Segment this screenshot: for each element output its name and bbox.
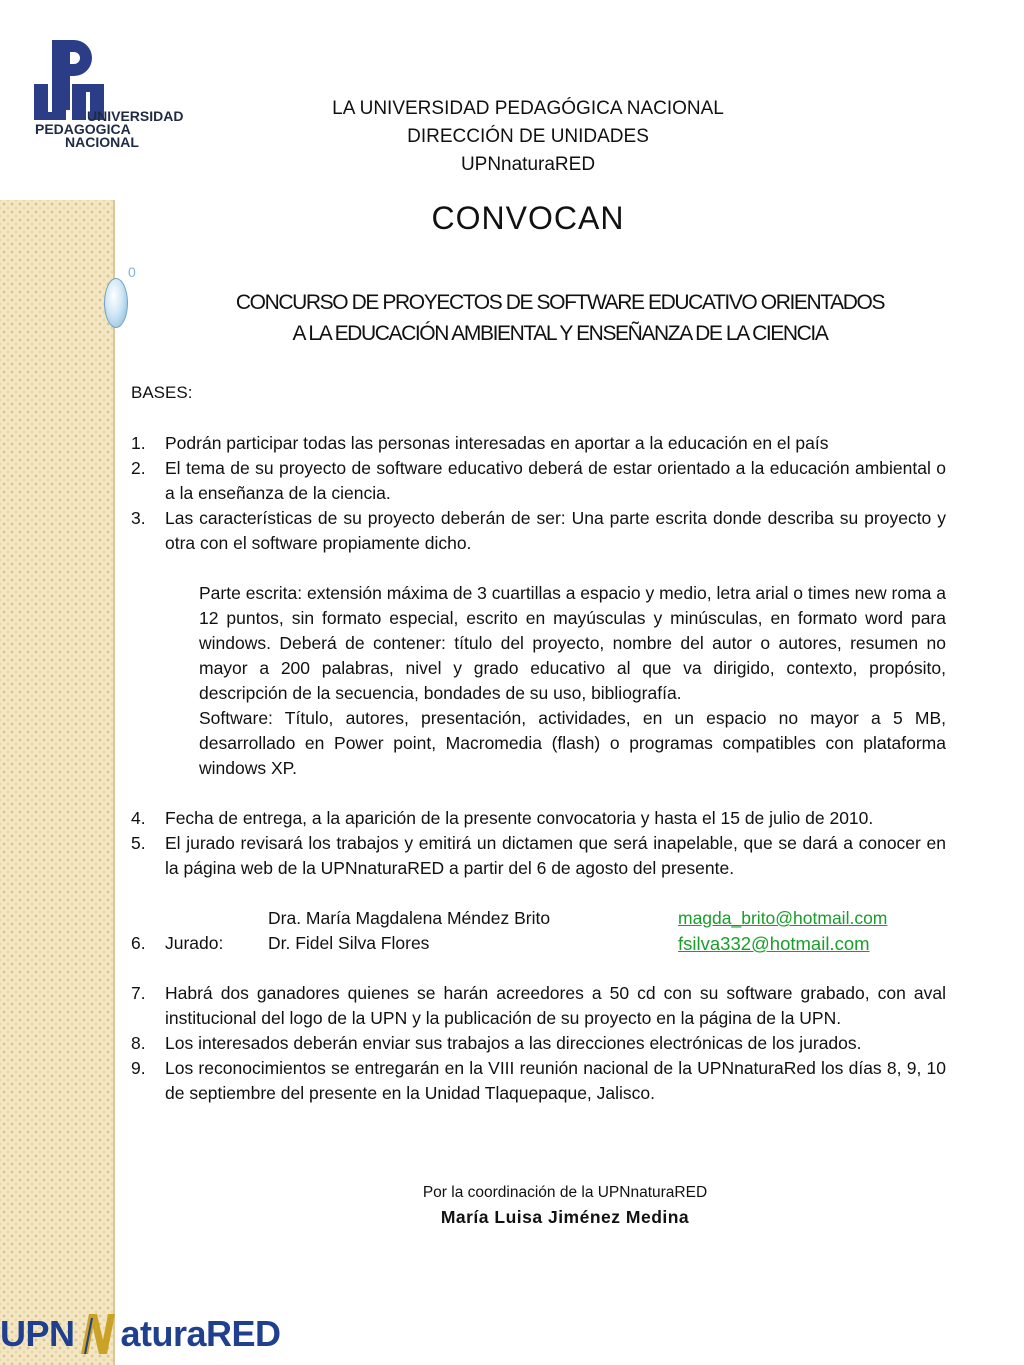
- item-number: 1.: [131, 433, 146, 453]
- item-number: 7.: [131, 983, 146, 1003]
- jury-label: Jurado:: [165, 933, 224, 953]
- item-text: Los reconocimientos se entregarán en la VIII reunión nacional de la UPNnaturaRed los días 8, 9, 10 de septiembre del presente en la Unidad Tlaquepaque, Jalisco.: [165, 1058, 946, 1103]
- institution-header: [230, 95, 826, 179]
- item-number: 4.: [131, 808, 146, 828]
- item-text: Los interesados deberán enviar sus trabajos a las direcciones electrónicas de los jurados.: [165, 1033, 862, 1053]
- logo-line-1: UNIVERSIDAD: [87, 108, 184, 124]
- bases-label: BASES:: [131, 383, 193, 402]
- item-text: El jurado revisará los trabajos y emitirá un dictamen que será inapelable, que se dará a conocer en la página web de la UPNnaturaRED a partir del 6 de agosto del presente.: [165, 833, 946, 878]
- sidebar-divider: [113, 200, 115, 1365]
- item-number: 2.: [131, 458, 146, 478]
- jury-member-name: Dr. Fidel Silva Flores: [268, 933, 430, 953]
- jury-section: [131, 906, 946, 956]
- item-number: 6.: [131, 933, 146, 953]
- software-part-text: Software: Título, autores, presentación, actividades, en un espacio no mayor a 5 MB, desarrollado en Power point, Macromedia (flash) o programas compatibles con plataforma windows XP.: [199, 708, 946, 778]
- list-item: [131, 506, 946, 556]
- jury-row: [131, 906, 946, 931]
- list-item: [131, 431, 946, 456]
- upnnaturared-brand-logo: [0, 1312, 281, 1356]
- logo-line-3: NACIONAL: [65, 134, 139, 150]
- item-text: Las características de su proyecto deberán de ser: Una parte escrita donde describa su proyecto y otra con el software propiamente dicho.: [165, 508, 946, 553]
- list-item: [131, 1031, 946, 1056]
- item-number: 8.: [131, 1033, 146, 1053]
- requirements-detail: [199, 581, 946, 781]
- list-item: [131, 806, 946, 831]
- brand-left: UPN: [0, 1313, 75, 1354]
- brand-right: aturaRED: [120, 1313, 281, 1354]
- bubble-icon: [104, 278, 128, 328]
- contest-title-line-1: CONCURSO DE PROYECTOS DE SOFTWARE EDUCATIVO ORIENTADOS: [235, 291, 885, 314]
- item-number: 9.: [131, 1058, 146, 1078]
- header-line-2: DIRECCIÓN DE UNIDADES: [407, 126, 649, 147]
- logo-wordmark: [35, 110, 183, 149]
- list-item: [131, 981, 946, 1031]
- bubble-label: 0: [128, 264, 136, 280]
- item-text: Habrá dos ganadores quienes se harán acreedores a 50 cd con su software grabado, con aval institucional del logo de la UPN y la publicación de su proyecto en la página de la UPN.: [165, 983, 946, 1028]
- item-text: Fecha de entrega, a la aparición de la presente convocatoria y hasta el 15 de julio de 2010.: [165, 808, 874, 828]
- jury-member-name: Dra. María Magdalena Méndez Brito: [268, 908, 551, 928]
- jury-member-email-link[interactable]: magda_brito@hotmail.com: [678, 908, 888, 928]
- contest-title: [160, 287, 960, 349]
- signatory-name: María Luisa Jiménez Medina: [440, 1207, 690, 1227]
- header-line-1: LA UNIVERSIDAD PEDAGÓGICA NACIONAL: [332, 98, 724, 119]
- coordination-line: Por la coordinación de la UPNnaturaRED: [422, 1184, 708, 1201]
- item-text: El tema de su proyecto de software educativo deberá de estar orientado a la educación ambiental o a la enseñanza de la ciencia.: [165, 458, 946, 503]
- jury-member-email-link[interactable]: fsilva332@hotmail.com: [678, 933, 870, 954]
- convocan-title: CONVOCAN: [431, 200, 625, 236]
- item-number: 3.: [131, 508, 146, 528]
- item-text: Podrán participar todas las personas interesadas en aportar a la educación en el país: [165, 433, 829, 453]
- contest-title-line-2: A LA EDUCACIÓN AMBIENTAL Y ENSEÑANZA DE LA CIENCIA: [292, 322, 828, 345]
- item-number: 5.: [131, 833, 146, 853]
- signature-block: [300, 1181, 830, 1229]
- list-item: [131, 1056, 946, 1106]
- decorative-sidebar: [0, 200, 113, 1365]
- header-line-3: UPNnaturaRED: [460, 154, 596, 175]
- list-item: [131, 831, 946, 881]
- logo-line-2: PEDAGOGICA: [35, 121, 131, 137]
- bases-list: [131, 431, 946, 1106]
- brand-n-mark-icon: [75, 1312, 121, 1356]
- list-item: [131, 456, 946, 506]
- written-part-text: Parte escrita: extensión máxima de 3 cuartillas a espacio y medio, letra arial o times new roma a 12 puntos, sin formato especial, escrito en mayúsculas y minúsculas, en formato word para windows. Deberá de contener: título del proyecto, nombre del autor o autores, resumen no mayor a 200 palabras, nivel y grado educativo al que va dirigido, contexto, propósito, descripción de la secuencia, bondades de su uso, bibliografía.: [199, 583, 946, 703]
- jury-row: [131, 931, 946, 956]
